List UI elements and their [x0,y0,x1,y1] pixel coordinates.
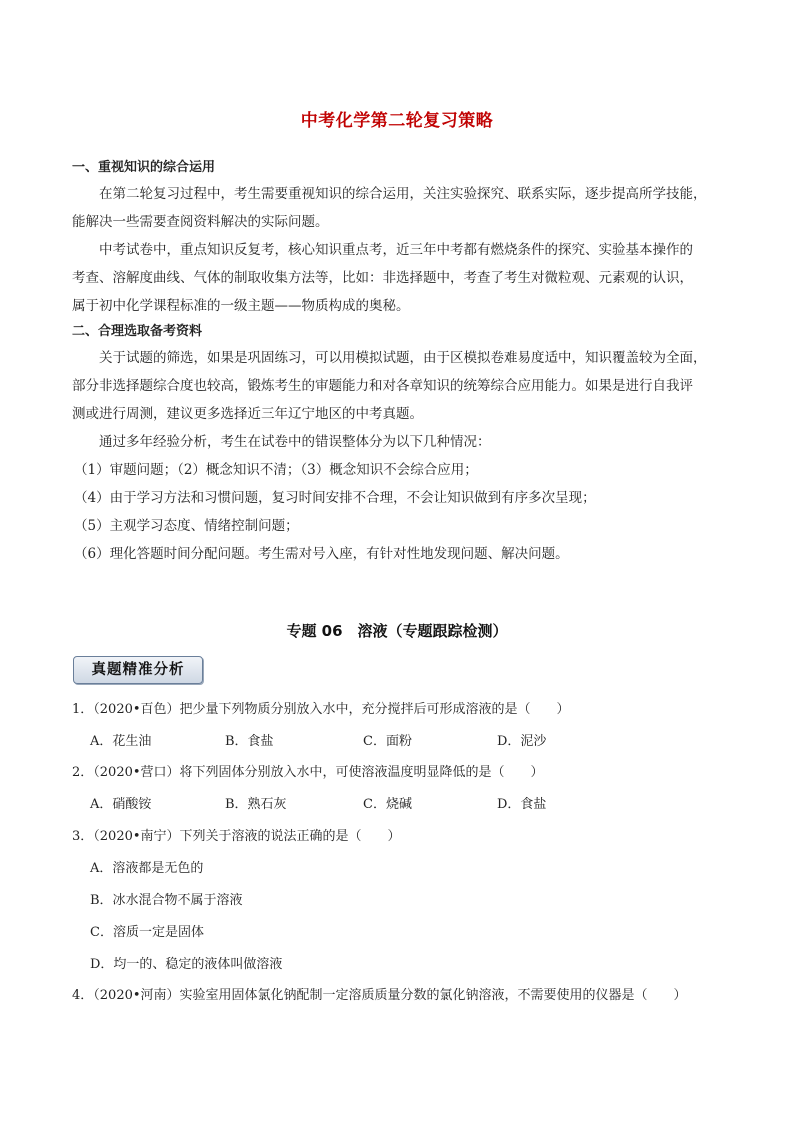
question-stem: 2．（2020•营口）将下列固体分别放入水中，可使溶液温度明显降低的是（ ） [72,765,544,780]
list-item: （1）审题问题；（2）概念知识不清；（3）概念知识不会综合应用； [74,462,478,478]
paragraph-line: 能解决一些需要查阅资料解决的实际问题。 [72,214,329,230]
option-c: C．烧碱 [363,797,412,812]
question-stem: 3．（2020•南宁）下列关于溶液的说法正确的是（ ） [72,829,401,844]
section-heading-1: 一、重视知识的综合运用 [72,160,216,175]
section-badge: 真题精准分析 [73,656,203,684]
paragraph-line: 测或进行周测，建议更多选择近三年辽宁地区的中考真题。 [72,406,423,422]
option-b: B．冰水混合物不属于溶液 [90,893,243,908]
section-heading-2: 二、合理选取备考资料 [72,324,203,339]
paragraph-line: 属于初中化学课程标准的一级主题——物质构成的奥秘。 [72,298,410,314]
list-item: （5）主观学习态度、情绪控制问题； [74,518,299,534]
option-d: D．食盐 [497,797,547,812]
option-c: C．溶质一定是固体 [90,925,204,940]
question-stem: 4．（2020•河南）实验室用固体氯化钠配制一定溶质质量分数的氯化钠溶液，不需要使用的仪器是（ ） [72,988,687,1003]
page-title: 中考化学第二轮复习策略 [300,111,494,131]
option-a: A．花生油 [90,734,152,749]
list-item: （4）由于学习方法和习惯问题，复习时间安排不合理，不会让知识做到有序多次呈现； [74,490,596,506]
list-item: （6）理化答题时间分配问题。考生需对号入座，有针对性地发现问题、解决问题。 [74,546,569,562]
paragraph-line: 考查、溶解度曲线、气体的制取收集方法等，比如：非选择题中，考查了考生对微粒观、元素观的认识， [72,270,693,286]
paragraph-line: 通过多年经验分析，考生在试卷中的错误整体分为以下几种情况： [99,434,491,450]
question-stem: 1．（2020•百色）把少量下列物质分别放入水中，充分搅拌后可形成溶液的是（ ） [72,702,570,717]
option-a: A．溶液都是无色的 [90,861,204,876]
paragraph-line: 部分非选择题综合度也较高，锻炼考生的审题能力和对各章知识的统筹综合应用能力。如果是进行自我评 [72,378,693,394]
option-b: B．食盐 [225,734,274,749]
question-options [90,795,690,815]
option-a: A．硝酸铵 [90,797,152,812]
option-d: D．泥沙 [497,734,547,749]
topic-title: 专题 06 溶液（专题跟踪检测） [286,622,508,640]
option-c: C．面粉 [363,734,412,749]
paragraph-line: 在第二轮复习过程中，考生需要重视知识的综合运用，关注实验探究、联系实际，逐步提高所学技能， [99,186,707,202]
paragraph-line: 中考试卷中，重点知识反复考，核心知识重点考，近三年中考都有燃烧条件的探究、实验基本操作的 [99,242,693,258]
option-b: B．熟石灰 [225,797,287,812]
option-d: D．均一的、稳定的液体叫做溶液 [90,957,283,972]
question-options [90,732,690,752]
paragraph-line: 关于试题的筛选，如果是巩固练习，可以用模拟试题，由于区模拟卷难易度适中，知识覆盖较为全面， [99,350,707,366]
